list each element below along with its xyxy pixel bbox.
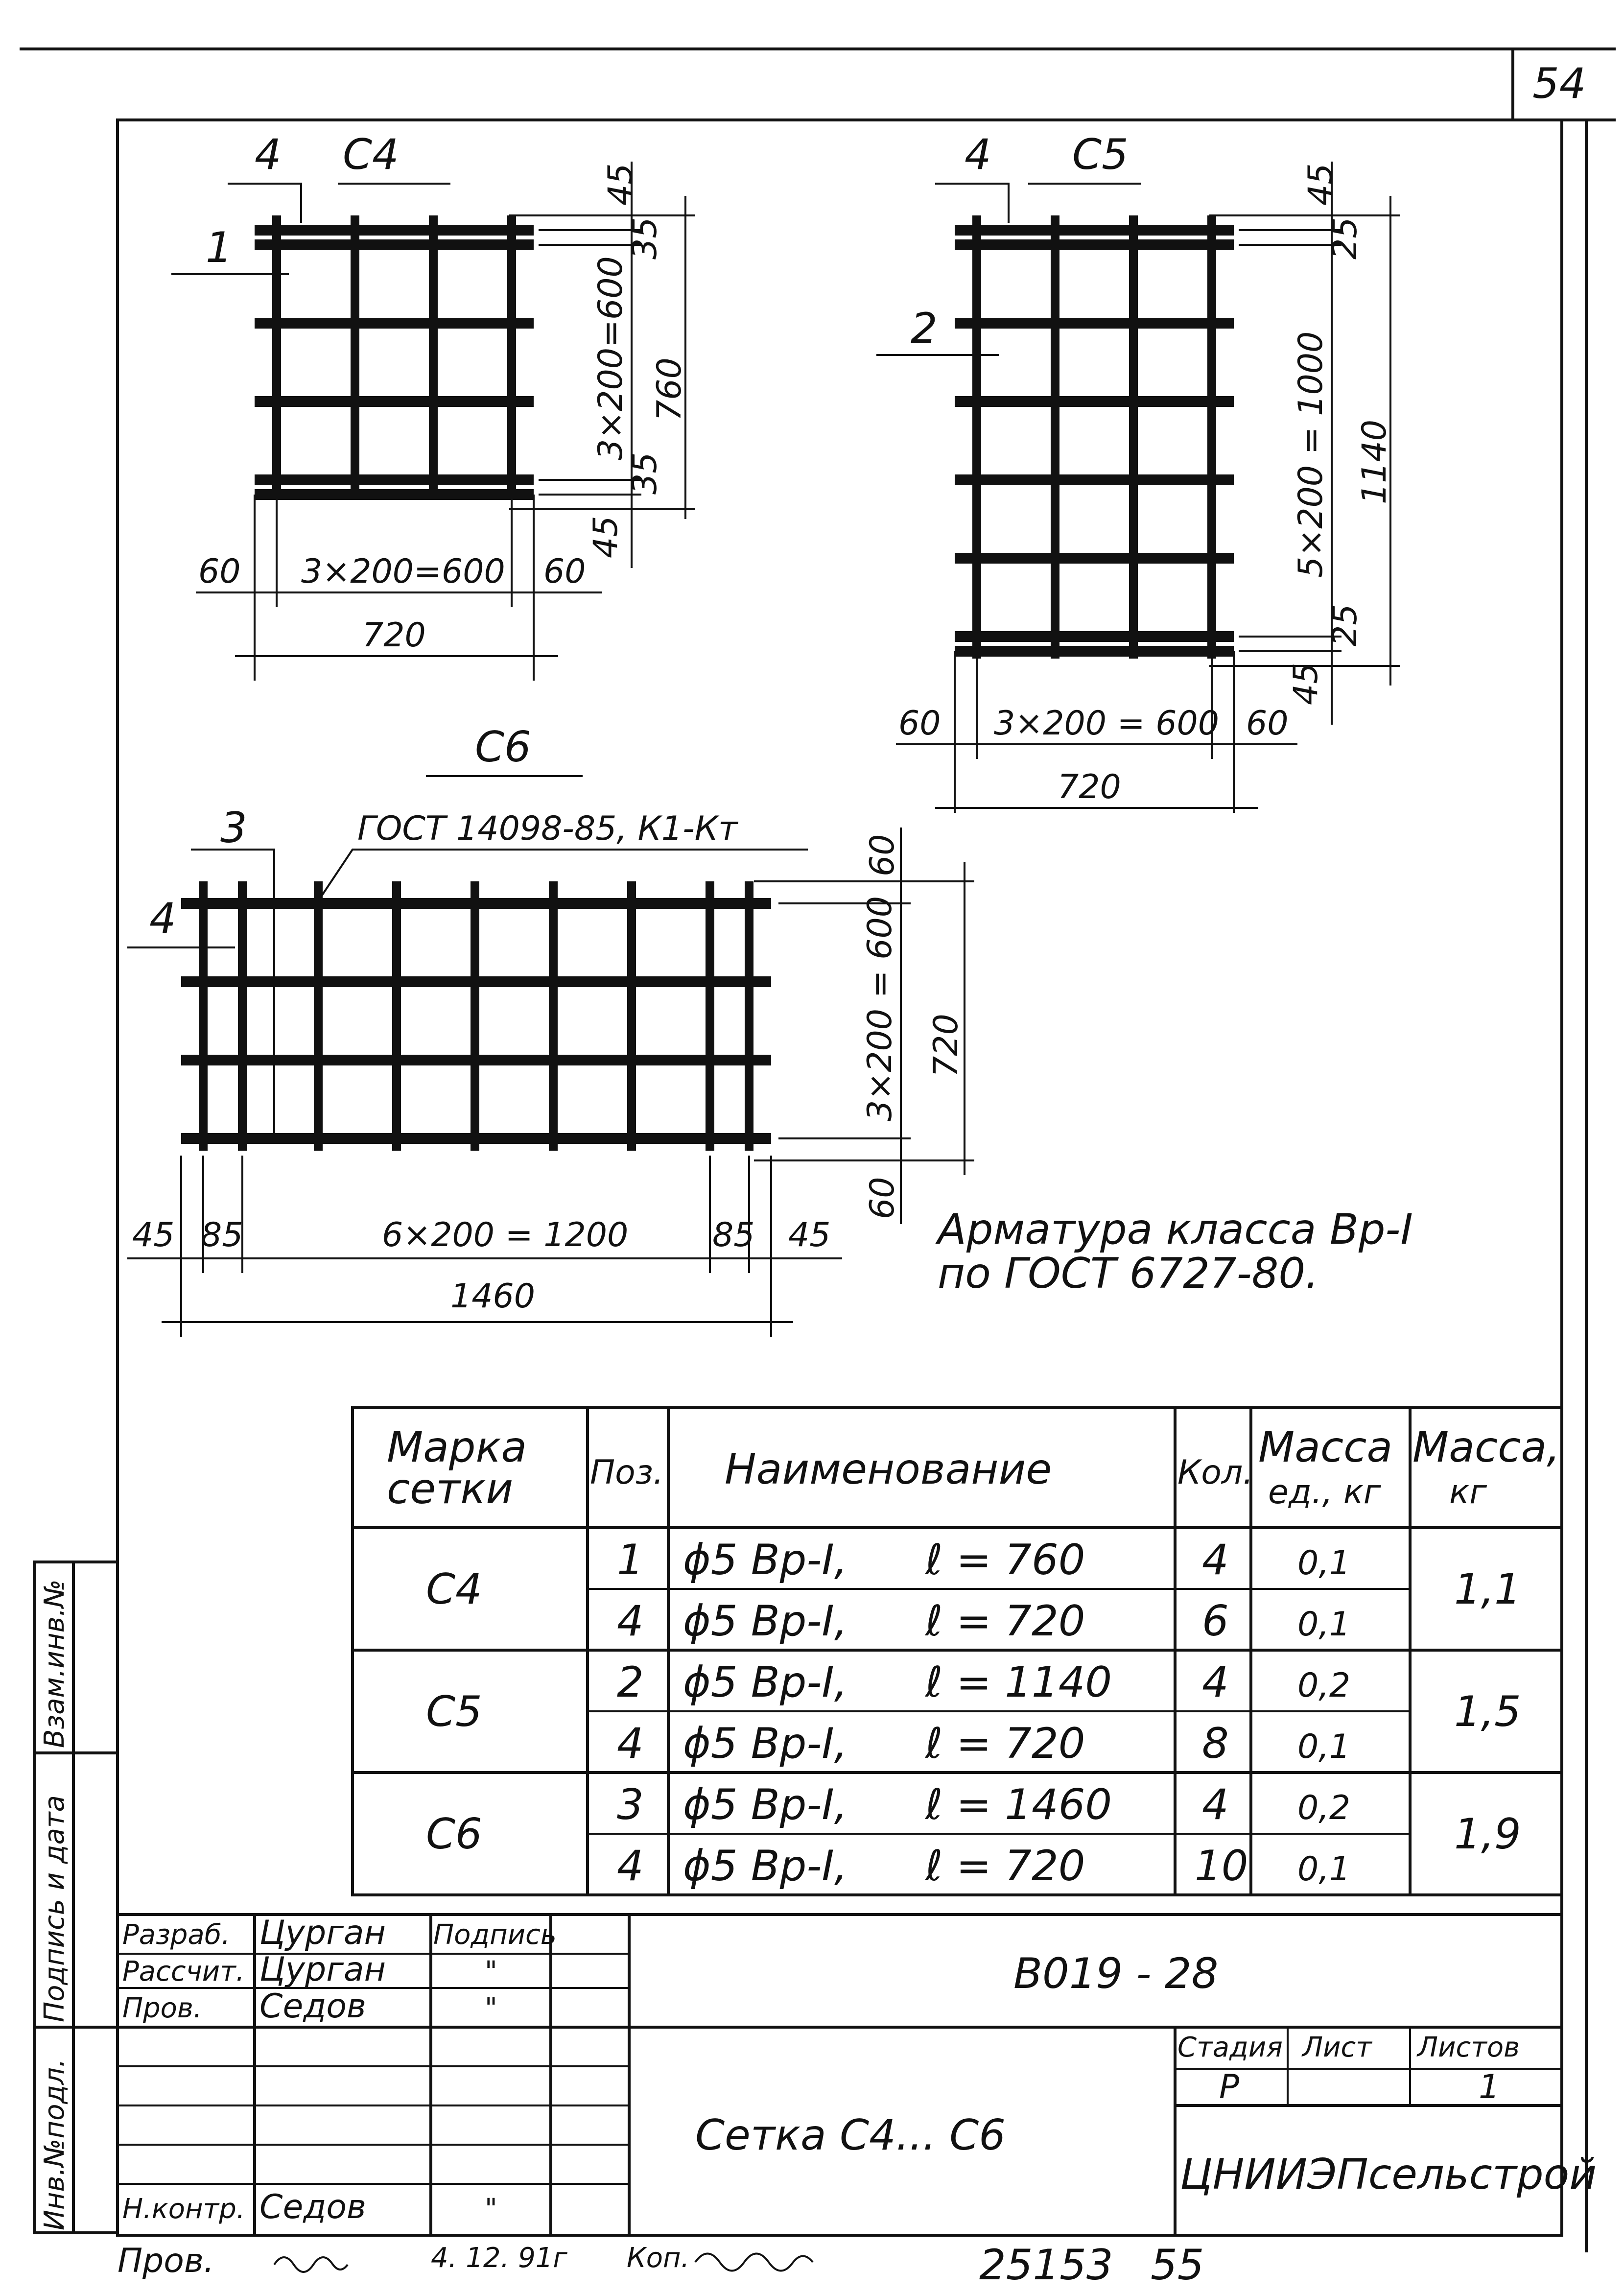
mesh-c6-total-w: 1460 [450,1277,536,1316]
mesh-c4-dim-v-mid: 3×200=600 [591,256,630,460]
tb-sign-2: " [485,1956,497,1987]
footer [118,2241,1204,2290]
mesh-c4-dim-v2: 35 [626,217,664,260]
mesh-c6-weld-leader [318,850,808,901]
mesh-c6-dim-h2: 85 [201,1216,243,1254]
mesh-c5-total-w: 720 [1058,768,1121,806]
tb-sheet-label: Лист [1302,2032,1372,2063]
mesh-c4-leader-a [228,184,301,223]
rebar-note-line1: Арматура класса Вр-I [938,1205,1413,1254]
spec-row-pos: 4 [617,1719,644,1768]
mesh-c4-total-w: 720 [362,616,426,655]
mesh-c5-dim-v-mid: 5×200 = 1000 [1292,331,1330,578]
spec-row-qty: 6 [1202,1597,1229,1646]
mesh-c6-pos-a: 3 [220,804,247,852]
spec-header-mass-1: Масса, [1412,1423,1560,1472]
tb-sign-3: " [485,1992,497,2024]
tb-role-3: Пров. [122,1992,202,2024]
spec-header-mark-1: Марка [387,1423,527,1472]
rebar-note-line2: по ГОСТ 6727-80. [938,1249,1319,1298]
spec-header-unit-mass-2: ед., кг [1268,1473,1381,1512]
mesh-c5-dim-h1: 60 [898,704,941,743]
spec-row-pos: 4 [617,1842,644,1891]
spec-mark-c4: С4 [426,1565,482,1614]
mesh-c6-dim-h1: 45 [132,1216,175,1254]
mesh-c5-dim-h3: 60 [1246,704,1289,743]
side-stamp-inv: Инв.№подл. [39,2058,71,2230]
tb-name-8: Седов [259,2188,367,2226]
mesh-c5-pos-b: 2 [911,304,938,353]
spec-row-mass: 0,2 [1297,1789,1351,1827]
mesh-c4-pos-b: 1 [206,223,233,272]
spec-row-name: ϕ5 Вр-I, [683,1780,848,1829]
mesh-c4-title: С4 [343,130,399,179]
spec-total-c4: 1,1 [1454,1565,1521,1614]
mesh-c4-total-h: 760 [650,357,689,421]
mesh-c5-dim-h2: 3×200 = 600 [994,704,1220,743]
mesh-c4-dim-v1: 45 [601,163,640,206]
spec-row-len: ℓ = 720 [925,1842,1085,1891]
spec-mark-c5: С5 [426,1687,482,1736]
spec-header-pos: Поз. [590,1453,664,1492]
mesh-c5-dim-v4: 45 [1287,662,1325,705]
footer-prov: Пров. [118,2242,214,2280]
footer-number: 25153 [979,2241,1113,2290]
page-number: 54 [1532,59,1586,108]
tb-sign-1: Подпись [433,1919,557,1951]
tb-sign-8: " [485,2193,497,2225]
spec-header-mass-2: кг [1449,1473,1487,1512]
spec-row-qty: 4 [1202,1780,1229,1829]
mesh-c6 [127,723,974,1337]
spec-row-name: ϕ5 Вр-I, [683,1719,848,1768]
footer-page: 55 [1151,2241,1204,2290]
mesh-c4-dim-h3: 60 [543,552,586,591]
mesh-c5-dim-v3: 25 [1326,604,1365,646]
spec-row-name: ϕ5 Вр-I, [683,1597,848,1646]
mesh-c6-dim-v1: 60 [863,834,902,876]
spec-header-name: Наименование [725,1445,1052,1494]
spec-total-c6: 1,9 [1454,1810,1521,1859]
mesh-c6-dim-v3: 60 [863,1177,902,1219]
mesh-c6-dim-h5: 45 [788,1216,831,1254]
mesh-c5-pos-a: 4 [965,130,991,179]
title-block [118,1914,1597,2235]
mesh-c5-title: С5 [1072,130,1129,179]
spec-row-qty: 4 [1202,1658,1229,1707]
mesh-c5 [876,130,1400,813]
spec-row-pos: 2 [617,1658,644,1707]
mesh-c5-dim-v2: 25 [1326,217,1365,260]
spec-row-len: ℓ = 720 [925,1719,1085,1768]
spec-header-mark-2: сетки [387,1465,514,1514]
tb-sheets-label: Листов [1417,2032,1520,2063]
footer-copy: Коп. [627,2242,690,2274]
spec-row-mass: 0,2 [1297,1666,1351,1705]
tb-doc-code: В019 - 28 [1013,1949,1219,1998]
side-stamp-vzam: Взам.инв.№ [39,1579,71,1748]
spec-row-name: ϕ5 Вр-I, [683,1536,848,1585]
footer-copy-signature [695,2254,813,2271]
mesh-c4-dim-v4: 45 [587,516,625,558]
tb-sheets: 1 [1479,2068,1500,2106]
spec-row-mass: 0,1 [1297,1727,1351,1766]
tb-stage-label: Стадия [1177,2032,1283,2063]
tb-org: ЦНИИЭПсельстрой [1180,2150,1597,2199]
mesh-c4-dim-v3: 35 [626,452,664,495]
tb-drawing-title: Сетка С4... С6 [695,2111,1006,2160]
mesh-c6-pos-b: 4 [149,894,176,943]
tb-name-3: Седов [259,1987,367,2026]
spec-row-mass: 0,1 [1297,1544,1351,1583]
mesh-c6-weld-note: ГОСТ 14098-85, К1-Кт [357,809,738,848]
spec-row-qty: 4 [1202,1536,1229,1585]
tb-stage: Р [1219,2068,1240,2106]
spec-row-qty: 10 [1195,1842,1248,1891]
spec-row-name: ϕ5 Вр-I, [683,1658,848,1707]
spec-header-unit-mass-1: Масса [1258,1423,1393,1472]
tb-name-2: Цурган [259,1950,386,1989]
mesh-c6-dim-h3: 6×200 = 1200 [382,1216,629,1254]
mesh-c6-dim-v-mid: 3×200 = 600 [861,896,899,1121]
spec-row-pos: 1 [617,1536,644,1585]
tb-name-1: Цурган [259,1914,386,1952]
tb-role-2: Рассчит. [122,1956,245,1987]
mesh-c4 [171,130,695,681]
mesh-c4-pos-a: 4 [255,130,282,179]
side-stamp-podpis: Подпись и дата [39,1795,71,2022]
mesh-c6-total-h: 720 [927,1014,965,1077]
spec-row-len: ℓ = 760 [925,1536,1085,1585]
spec-mark-c6: С6 [426,1810,482,1859]
spec-row-qty: 8 [1202,1719,1229,1768]
side-stamp [34,1562,118,2233]
footer-signature [274,2257,348,2272]
mesh-c5-dim-v1: 45 [1301,163,1340,206]
spec-row-pos: 4 [617,1597,644,1646]
spec-row-pos: 3 [617,1780,644,1829]
spec-row-mass: 0,1 [1297,1605,1351,1644]
tb-role-8: Н.контр. [122,2193,245,2225]
mesh-c4-dim-h1: 60 [198,552,241,591]
spec-row-name: ϕ5 Вр-I, [683,1842,848,1891]
mesh-c5-leader-a [935,184,1009,223]
mesh-c6-title: С6 [475,723,531,772]
spec-header-qty: Кол. [1177,1453,1253,1492]
spec-row-mass: 0,1 [1297,1850,1351,1889]
footer-date: 4. 12. 91г [431,2242,567,2274]
spec-table [353,1408,1562,1895]
spec-row-len: ℓ = 1460 [925,1780,1112,1829]
mesh-c6-dim-h4: 85 [712,1216,755,1254]
tb-role-1: Разраб. [122,1919,231,1951]
mesh-c4-dim-h2: 3×200=600 [301,552,505,591]
spec-total-c5: 1,5 [1454,1687,1521,1736]
spec-row-len: ℓ = 720 [925,1597,1085,1646]
spec-row-len: ℓ = 1140 [925,1658,1112,1707]
mesh-c5-total-h: 1140 [1355,419,1394,504]
